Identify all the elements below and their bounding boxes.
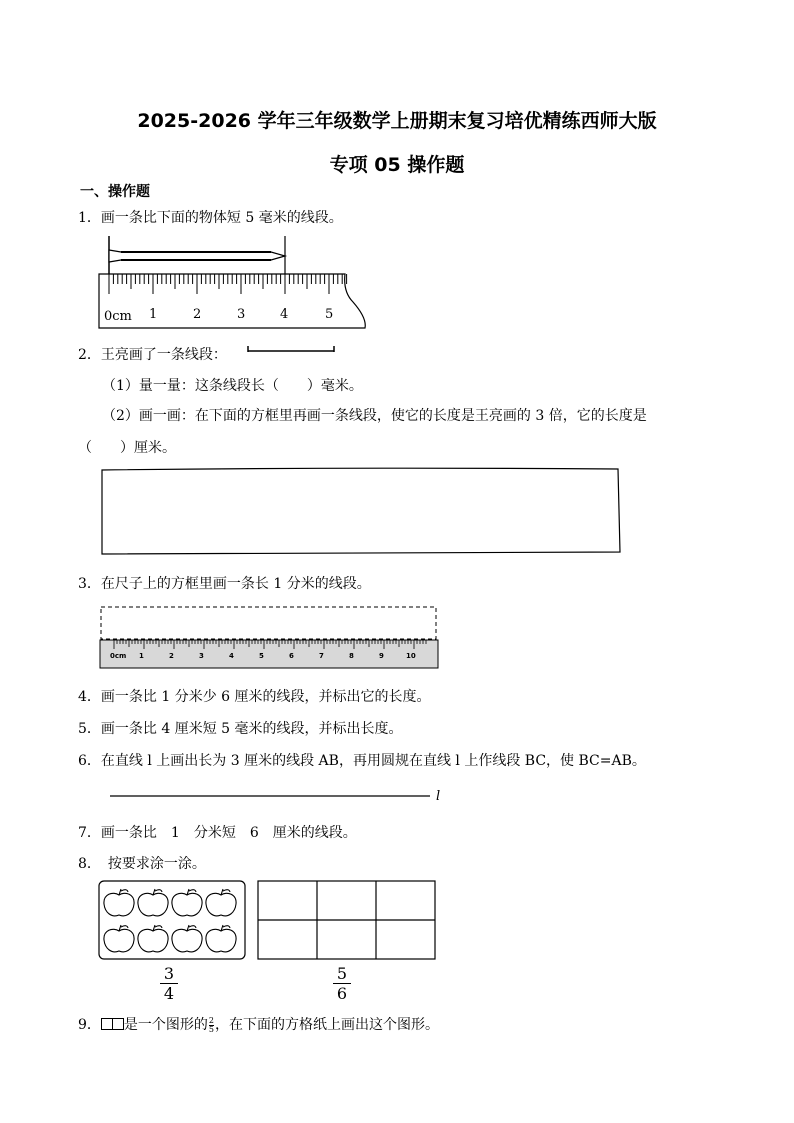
wang-liang-segment bbox=[244, 343, 340, 357]
apple-icon bbox=[138, 929, 168, 952]
apple-icon bbox=[104, 893, 134, 916]
ruler-with-nail-figure bbox=[95, 230, 375, 338]
question-8: 8． 按要求涂一涂。 bbox=[78, 856, 206, 872]
ruler2-label-7: 7 bbox=[319, 652, 324, 660]
question-9: 9． 是一个图形的 $\frac{2}{5}$ ，在下面的方格纸上画出这个图形。 bbox=[78, 1015, 440, 1034]
ruler2-label-4: 4 bbox=[229, 652, 234, 660]
ruler2-label-2: 2 bbox=[169, 652, 174, 660]
ruler2-label-1: 1 bbox=[139, 652, 144, 660]
question-4: 4．画一条比 1 分米少 6 厘米的线段，并标出它的长度。 bbox=[78, 689, 431, 705]
ruler2-label-0: 0cm bbox=[110, 652, 127, 660]
page-title: 2025-2026 学年三年级数学上册期末复习培优精练西师大版 bbox=[137, 110, 657, 132]
question-2-part-2: （2）画一画：在下面的方框里再画一条线段，使它的长度是王亮画的 3 倍，它的长度是 bbox=[102, 408, 647, 424]
apple-icon bbox=[104, 929, 134, 952]
ruler2-label-3: 3 bbox=[199, 652, 204, 660]
question-7: 7．画一条比 1 分米短 6 厘米的线段。 bbox=[78, 825, 357, 841]
ruler2-label-6: 6 bbox=[289, 652, 294, 660]
ruler-label-2: 2 bbox=[193, 307, 202, 322]
question-1: 1．画一条比下面的物体短 5 毫米的线段。 bbox=[78, 210, 343, 226]
fraction-two-fifths: $\frac{2}{5}$ bbox=[208, 1015, 215, 1034]
page-subtitle: 专项 05 操作题 bbox=[329, 154, 465, 176]
six-cell-grid bbox=[256, 880, 438, 962]
two-square-shape bbox=[101, 1017, 124, 1033]
question-5: 5．画一条比 4 厘米短 5 毫米的线段，并标出长度。 bbox=[78, 721, 403, 737]
ruler-label-4: 4 bbox=[280, 307, 289, 322]
fraction-three-quarters: 3 4 bbox=[157, 965, 181, 1002]
apple-icon bbox=[172, 893, 202, 916]
ruler2-label-5: 5 bbox=[259, 652, 264, 660]
ruler-label-0: 0cm bbox=[104, 309, 132, 324]
ruler-label-3: 3 bbox=[237, 307, 246, 322]
fraction-five-sixths: 5 6 bbox=[330, 965, 354, 1002]
ruler-label-5: 5 bbox=[325, 307, 334, 322]
apple-box-figure bbox=[96, 878, 250, 962]
apple-icon bbox=[206, 893, 236, 916]
question-6: 6．在直线 l 上画出长为 3 厘米的线段 AB，再用圆规在直线 l 上作线段 BC，使 BC=AB。 bbox=[78, 753, 646, 769]
ruler2-label-10: 10 bbox=[406, 652, 416, 660]
apple-icon bbox=[206, 929, 236, 952]
question-2: 2．王亮画了一条线段： bbox=[78, 347, 227, 363]
question-2-part-2-cont: （ ）厘米。 bbox=[78, 440, 176, 456]
ruler2-label-8: 8 bbox=[349, 652, 354, 660]
apple-icon bbox=[172, 929, 202, 952]
apple-icon bbox=[138, 893, 168, 916]
question-3: 3．在尺子上的方框里画一条长 1 分米的线段。 bbox=[78, 576, 371, 592]
ruler-10cm-figure bbox=[98, 604, 443, 670]
line-l bbox=[108, 782, 448, 804]
ruler-label-1: 1 bbox=[149, 307, 158, 322]
drawing-box bbox=[98, 464, 628, 560]
line-l-label: l bbox=[436, 789, 441, 804]
ruler2-label-9: 9 bbox=[379, 652, 384, 660]
question-2-part-1: （1）量一量：这条线段长（ ）毫米。 bbox=[102, 378, 363, 394]
section-heading: 一、操作题 bbox=[80, 184, 150, 200]
